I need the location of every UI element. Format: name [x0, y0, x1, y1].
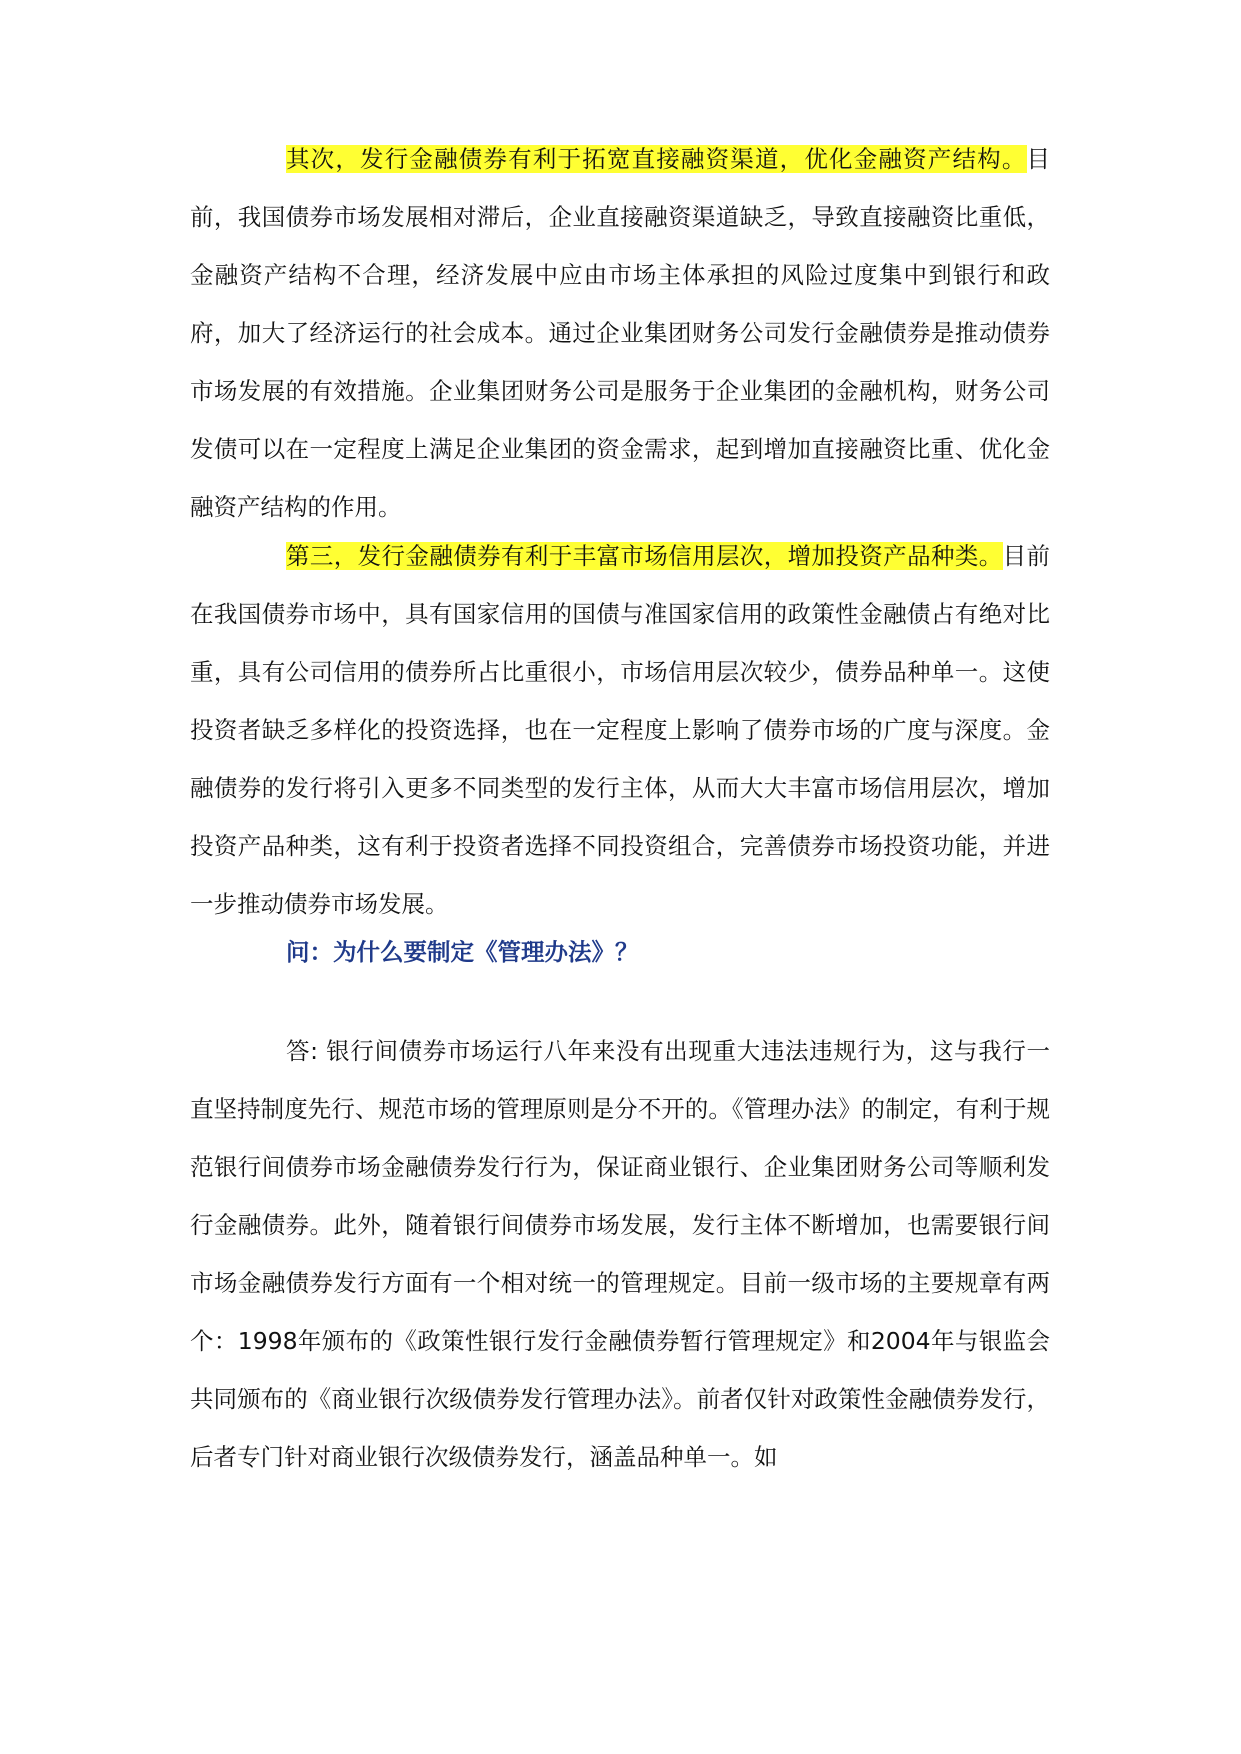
answer-paragraph: 答: 银行间债券市场运行八年来没有出现重大违法违规行为，这与我行一直坚持制度先行、规范市场的管理原则是分不开的。《管理办法》的制定，有利于规范银行间债券市场金融债券发行行为，保证商业银行、企业集团财务公司等顺利发行金融债券。此外，随着银行间债券市场发展，发行主体不断增加，也需要银行间市场金融债券发行方面有一个相对统一的管理规定。目前一级市场的主要规章有两个：1998年颁布的《政策性银行发行金融债券暂行管理规定》和2004年与银监会共同颁布的《商业银行次级债券发行管理办法》。前者仅针对政策性金融债券发行，后者专门针对商业银行次级债券发行，涵盖品种单一。如: [190, 1037, 1050, 1471]
highlighted-lead-sentence: 第三，发行金融债券有利于丰富市场信用层次，增加投资产品种类。: [286, 542, 1003, 570]
paragraph-third-point: [190, 527, 1050, 933]
paragraph-body: 目前在我国债券市场中，具有国家信用的国债与准国家信用的政策性金融债占有绝对比重，具有公司信用的债券所占比重很小，市场信用层次较少，债券品种单一。这使投资者缺乏多样化的投资选择，也在一定程度上影响了债券市场的广度与深度。金融债券的发行将引入更多不同类型的发行主体，从而大大丰富市场信用层次，增加投资产品种类，这有利于投资者选择不同投资组合，完善债券市场投资功能，并进一步推动债券市场发展。: [190, 542, 1051, 918]
highlighted-lead-sentence: 其次，发行金融债券有利于拓宽直接融资渠道，优化金融资产结构。: [286, 145, 1027, 173]
question-heading: 问：为什么要制定《管理办法》？: [286, 938, 639, 966]
paragraph-body: 目前，我国债券市场发展相对滞后，企业直接融资渠道缺乏，导致直接融资比重低，金融资产结构不合理，经济发展中应由市场主体承担的风险过度集中到银行和政府，加大了经济运行的社会成本。通过企业集团财务公司发行金融债券是推动债券市场发展的有效措施。企业集团财务公司是服务于企业集团的金融机构，财务公司发债可以在一定程度上满足企业集团的资金需求，起到增加直接融资比重、优化金融资产结构的作用。: [190, 145, 1050, 521]
paragraph-second-point: [190, 130, 1050, 536]
